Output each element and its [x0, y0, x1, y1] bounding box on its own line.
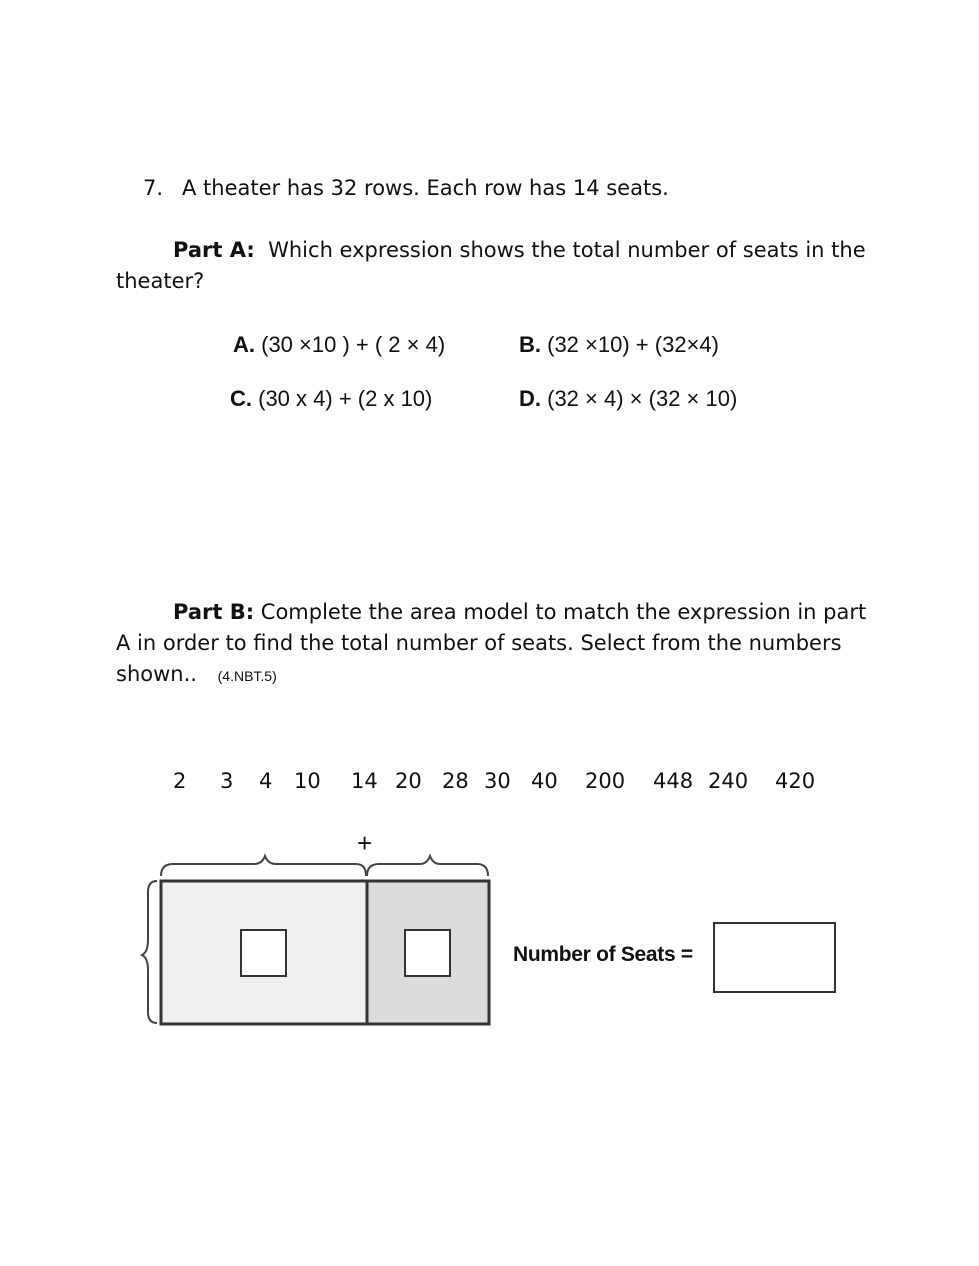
right-answer-square	[405, 930, 450, 976]
option-letter: B.	[519, 332, 541, 357]
number-bank-item[interactable]: 10	[294, 769, 321, 793]
top-right-brace	[367, 856, 488, 876]
top-left-brace	[161, 856, 366, 876]
standard-code: (4.NBT.5)	[217, 668, 277, 684]
left-answer-square	[241, 930, 286, 976]
number-of-seats-answer-box[interactable]	[713, 922, 836, 993]
option-text: (30 x 4) + (2 x 10)	[258, 386, 433, 411]
number-bank-item[interactable]: 40	[531, 769, 558, 793]
number-of-seats-label: Number of Seats =	[513, 943, 693, 966]
option-text: (30 ×10 ) + ( 2 × 4)	[261, 332, 446, 357]
number-bank-item[interactable]: 4	[259, 769, 273, 793]
part-b-label: Part B:	[173, 600, 255, 624]
option-letter: D.	[519, 386, 541, 411]
part-a-prompt-line1: Which expression shows the total number of seats in the	[268, 238, 866, 262]
part-b-prompt-line3-text: shown..	[116, 662, 197, 686]
option-d[interactable]	[519, 386, 737, 412]
option-letter: C.	[230, 386, 252, 411]
option-b[interactable]	[519, 332, 719, 358]
option-letter: A.	[233, 332, 255, 357]
option-text: (32 ×10) + (32×4)	[547, 332, 719, 357]
question-stem: A theater has 32 rows. Each row has 14 seats.	[182, 176, 669, 200]
number-bank-item[interactable]: 14	[351, 769, 378, 793]
number-bank-item[interactable]: 20	[395, 769, 422, 793]
part-a-label: Part A:	[173, 238, 255, 262]
part-b-prompt	[173, 600, 866, 624]
area-model	[140, 830, 500, 1030]
part-a-prompt-line2: theater?	[116, 269, 205, 293]
number-bank-item[interactable]: 240	[708, 769, 749, 793]
left-brace	[142, 881, 157, 1023]
number-bank-item[interactable]: 28	[442, 769, 469, 793]
question-number: 7.	[143, 176, 164, 200]
area-model-drawing	[140, 830, 500, 1030]
number-bank-item[interactable]: 200	[585, 769, 626, 793]
number-bank-item[interactable]: 420	[775, 769, 816, 793]
part-b-prompt-line3	[116, 662, 277, 686]
number-bank-item[interactable]: 3	[220, 769, 234, 793]
number-bank-item[interactable]: 30	[484, 769, 511, 793]
part-b-prompt-line1: Complete the area model to match the expression in part	[260, 600, 867, 624]
number-bank-item[interactable]: 2	[173, 769, 187, 793]
part-a-prompt	[173, 238, 866, 262]
number-bank-item[interactable]: 448	[653, 769, 694, 793]
part-b-prompt-line2: A in order to find the total number of seats. Select from the numbers	[116, 631, 842, 655]
plus-sign: +	[357, 828, 373, 858]
option-text: (32 × 4) × (32 × 10)	[547, 386, 738, 411]
option-a[interactable]	[233, 332, 445, 358]
option-c[interactable]	[230, 386, 432, 412]
